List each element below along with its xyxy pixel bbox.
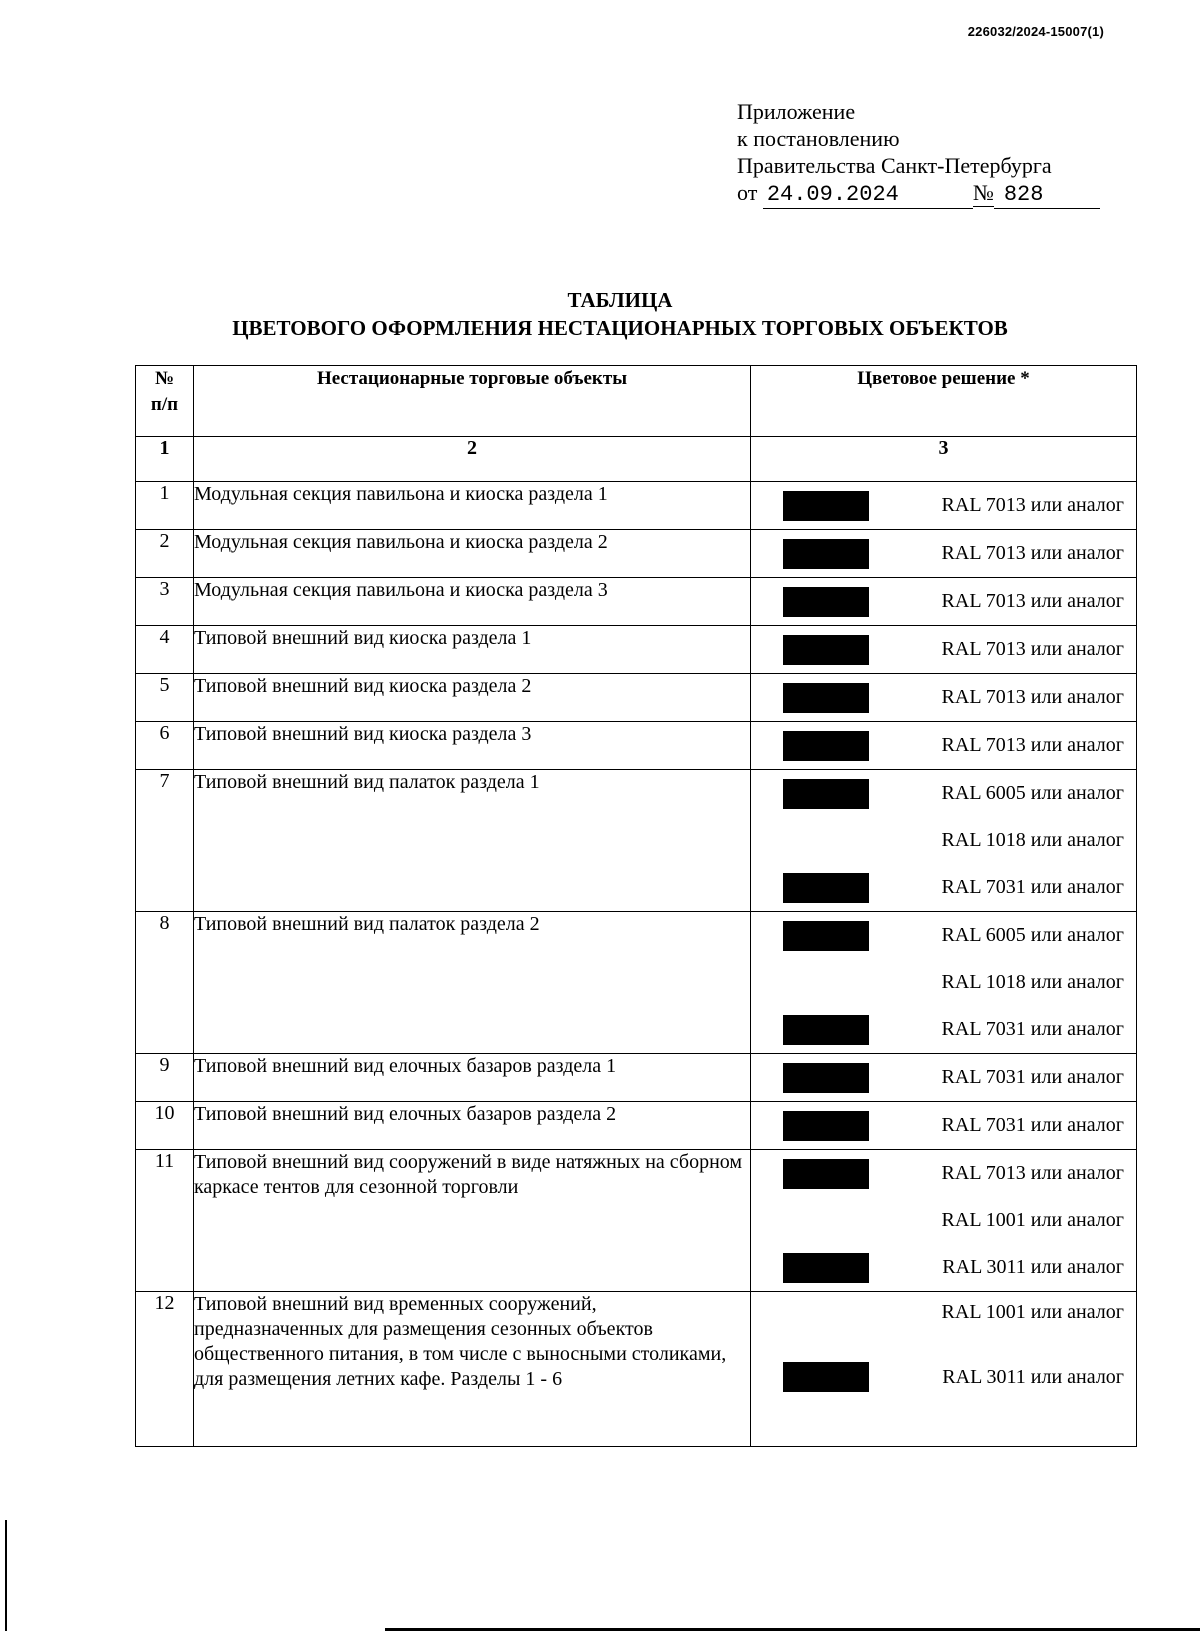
color-solution bbox=[751, 530, 1137, 578]
column-number-row bbox=[136, 437, 1137, 482]
ral-label: RAL 7031 или аналог bbox=[941, 1066, 1124, 1088]
color-entry bbox=[751, 578, 1136, 625]
object-name: Типовой внешний вид сооружений в виде натяжных на сборном каркасе тентов для сезонной торговли bbox=[194, 1150, 751, 1292]
ral-label: RAL 6005 или аналог bbox=[941, 782, 1124, 804]
table-row bbox=[136, 1102, 1137, 1150]
color-entry bbox=[751, 1054, 1136, 1101]
table-row bbox=[136, 912, 1137, 1054]
decree-date: 24.09.2024 bbox=[763, 181, 973, 209]
table-row bbox=[136, 674, 1137, 722]
color-swatch-empty bbox=[783, 826, 869, 856]
number-label-wrap bbox=[973, 179, 994, 207]
color-swatch bbox=[783, 873, 869, 903]
row-number: 8 bbox=[136, 912, 194, 1054]
document-registration-number: 226032/2024-15007(1) bbox=[967, 24, 1104, 39]
col-number-3: 3 bbox=[751, 437, 1137, 482]
ral-label: RAL 6005 или аналог bbox=[941, 924, 1124, 946]
ral-label: RAL 7013 или аналог bbox=[941, 590, 1124, 612]
color-solution bbox=[751, 674, 1137, 722]
color-entry bbox=[751, 1197, 1136, 1244]
appendix-line-3: Правительства Санкт-Петербурга bbox=[737, 153, 1052, 178]
ral-label: RAL 7013 или аналог bbox=[941, 638, 1124, 660]
object-name: Типовой внешний вид киоска раздела 1 bbox=[194, 626, 751, 674]
row-number: 9 bbox=[136, 1054, 194, 1102]
color-entry bbox=[751, 959, 1136, 1006]
title-line-2: ЦВЕТОВОГО ОФОРМЛЕНИЯ НЕСТАЦИОНАРНЫХ ТОРГОВЫХ ОБЪЕКТОВ bbox=[232, 316, 1008, 340]
table-row bbox=[136, 1292, 1137, 1447]
object-name: Модульная секция павильона и киоска раздела 2 bbox=[194, 530, 751, 578]
object-name: Типовой внешний вид палаток раздела 1 bbox=[194, 770, 751, 912]
color-swatch bbox=[783, 587, 869, 617]
color-swatch-empty bbox=[783, 1297, 869, 1327]
color-entry bbox=[751, 1102, 1136, 1149]
color-entry bbox=[751, 770, 1136, 817]
header-color: Цветовое решение * bbox=[751, 366, 1137, 437]
header-objects: Нестационарные торговые объекты bbox=[194, 366, 751, 437]
ral-label: RAL 1001 или аналог bbox=[941, 1209, 1124, 1231]
color-swatch-empty bbox=[783, 1206, 869, 1236]
from-label: от bbox=[737, 180, 758, 205]
appendix-line-1: Приложение bbox=[737, 99, 856, 124]
appendix-date-line bbox=[737, 179, 1100, 209]
color-solution bbox=[751, 578, 1137, 626]
table-row bbox=[136, 1054, 1137, 1102]
color-swatch-empty bbox=[783, 968, 869, 998]
object-name: Типовой внешний вид киоска раздела 3 bbox=[194, 722, 751, 770]
color-solution bbox=[751, 626, 1137, 674]
table-row bbox=[136, 722, 1137, 770]
color-solution bbox=[751, 770, 1137, 912]
color-swatch bbox=[783, 635, 869, 665]
color-entry bbox=[751, 1244, 1136, 1291]
row-number: 3 bbox=[136, 578, 194, 626]
object-name: Модульная секция павильона и киоска раздела 3 bbox=[194, 578, 751, 626]
table-row bbox=[136, 770, 1137, 912]
color-swatch bbox=[783, 1063, 869, 1093]
color-solution bbox=[751, 1102, 1137, 1150]
row-number: 7 bbox=[136, 770, 194, 912]
object-name: Типовой внешний вид киоска раздела 2 bbox=[194, 674, 751, 722]
color-swatch bbox=[783, 921, 869, 951]
color-solution bbox=[751, 482, 1137, 530]
header-num-label: № п/п bbox=[150, 368, 179, 415]
color-entry bbox=[751, 864, 1136, 911]
object-name: Типовой внешний вид палаток раздела 2 bbox=[194, 912, 751, 1054]
row-number: 10 bbox=[136, 1102, 194, 1150]
header-row bbox=[136, 366, 1137, 437]
color-swatch bbox=[783, 539, 869, 569]
color-entry bbox=[751, 1332, 1136, 1422]
color-table bbox=[135, 365, 1137, 1447]
color-swatch bbox=[783, 1111, 869, 1141]
color-entry bbox=[751, 1150, 1136, 1197]
color-swatch bbox=[783, 731, 869, 761]
appendix-line-2: к постановлению bbox=[737, 126, 900, 151]
color-solution bbox=[751, 1054, 1137, 1102]
color-swatch bbox=[783, 683, 869, 713]
table-row bbox=[136, 626, 1137, 674]
ral-label: RAL 7013 или аналог bbox=[941, 686, 1124, 708]
col-number-1: 1 bbox=[136, 437, 194, 482]
ral-label: RAL 7013 или аналог bbox=[941, 734, 1124, 756]
color-solution bbox=[751, 722, 1137, 770]
row-number: 2 bbox=[136, 530, 194, 578]
color-entry bbox=[751, 1006, 1136, 1053]
row-number: 1 bbox=[136, 482, 194, 530]
color-entry bbox=[751, 1292, 1136, 1332]
color-entry bbox=[751, 674, 1136, 721]
ral-label: RAL 1018 или аналог bbox=[941, 829, 1124, 851]
table-row bbox=[136, 578, 1137, 626]
table-row bbox=[136, 530, 1137, 578]
number-label: № bbox=[972, 180, 994, 205]
ral-label: RAL 1001 или аналог bbox=[941, 1300, 1124, 1323]
row-number: 4 bbox=[136, 626, 194, 674]
color-entry bbox=[751, 722, 1136, 769]
ral-label: RAL 7013 или аналог bbox=[941, 494, 1124, 516]
ral-label: RAL 3011 или аналог bbox=[942, 1365, 1124, 1388]
color-solution bbox=[751, 912, 1137, 1054]
color-entry bbox=[751, 530, 1136, 577]
color-solution bbox=[751, 1292, 1137, 1447]
ral-label: RAL 7031 или аналог bbox=[941, 1018, 1124, 1040]
ral-label: RAL 1018 или аналог bbox=[941, 971, 1124, 993]
color-swatch bbox=[783, 1362, 869, 1392]
row-number: 5 bbox=[136, 674, 194, 722]
color-swatch bbox=[783, 779, 869, 809]
row-number: 11 bbox=[136, 1150, 194, 1292]
row-number: 12 bbox=[136, 1292, 194, 1447]
color-entry bbox=[751, 626, 1136, 673]
ral-label: RAL 7013 или аналог bbox=[941, 1162, 1124, 1184]
color-entry bbox=[751, 912, 1136, 959]
header-num bbox=[136, 366, 194, 437]
color-entry bbox=[751, 482, 1136, 529]
ral-label: RAL 7031 или аналог bbox=[941, 876, 1124, 898]
col-number-2: 2 bbox=[194, 437, 751, 482]
object-name: Типовой внешний вид временных сооружений, предназначенных для размещения сезонных объектов общественного питания, в том числе с выносными столиками, для размещения летних кафе. Разделы 1 - 6 bbox=[194, 1292, 751, 1447]
color-swatch bbox=[783, 1253, 869, 1283]
object-name: Типовой внешний вид елочных базаров раздела 2 bbox=[194, 1102, 751, 1150]
color-swatch bbox=[783, 1159, 869, 1189]
table-title bbox=[0, 286, 1200, 342]
row-number: 6 bbox=[136, 722, 194, 770]
ral-label: RAL 7031 или аналог bbox=[941, 1114, 1124, 1136]
color-swatch bbox=[783, 1015, 869, 1045]
object-name: Типовой внешний вид елочных базаров раздела 1 bbox=[194, 1054, 751, 1102]
ral-label: RAL 7013 или аналог bbox=[941, 542, 1124, 564]
left-edge-mark bbox=[5, 1520, 7, 1631]
title-line-1: ТАБЛИЦА bbox=[567, 288, 673, 312]
decree-number: 828 bbox=[994, 181, 1100, 209]
table-row bbox=[136, 1150, 1137, 1292]
color-swatch bbox=[783, 491, 869, 521]
ral-label: RAL 3011 или аналог bbox=[942, 1256, 1124, 1278]
appendix-block bbox=[737, 98, 1100, 209]
table-row bbox=[136, 482, 1137, 530]
color-entry bbox=[751, 817, 1136, 864]
object-name: Модульная секция павильона и киоска раздела 1 bbox=[194, 482, 751, 530]
color-solution bbox=[751, 1150, 1137, 1292]
